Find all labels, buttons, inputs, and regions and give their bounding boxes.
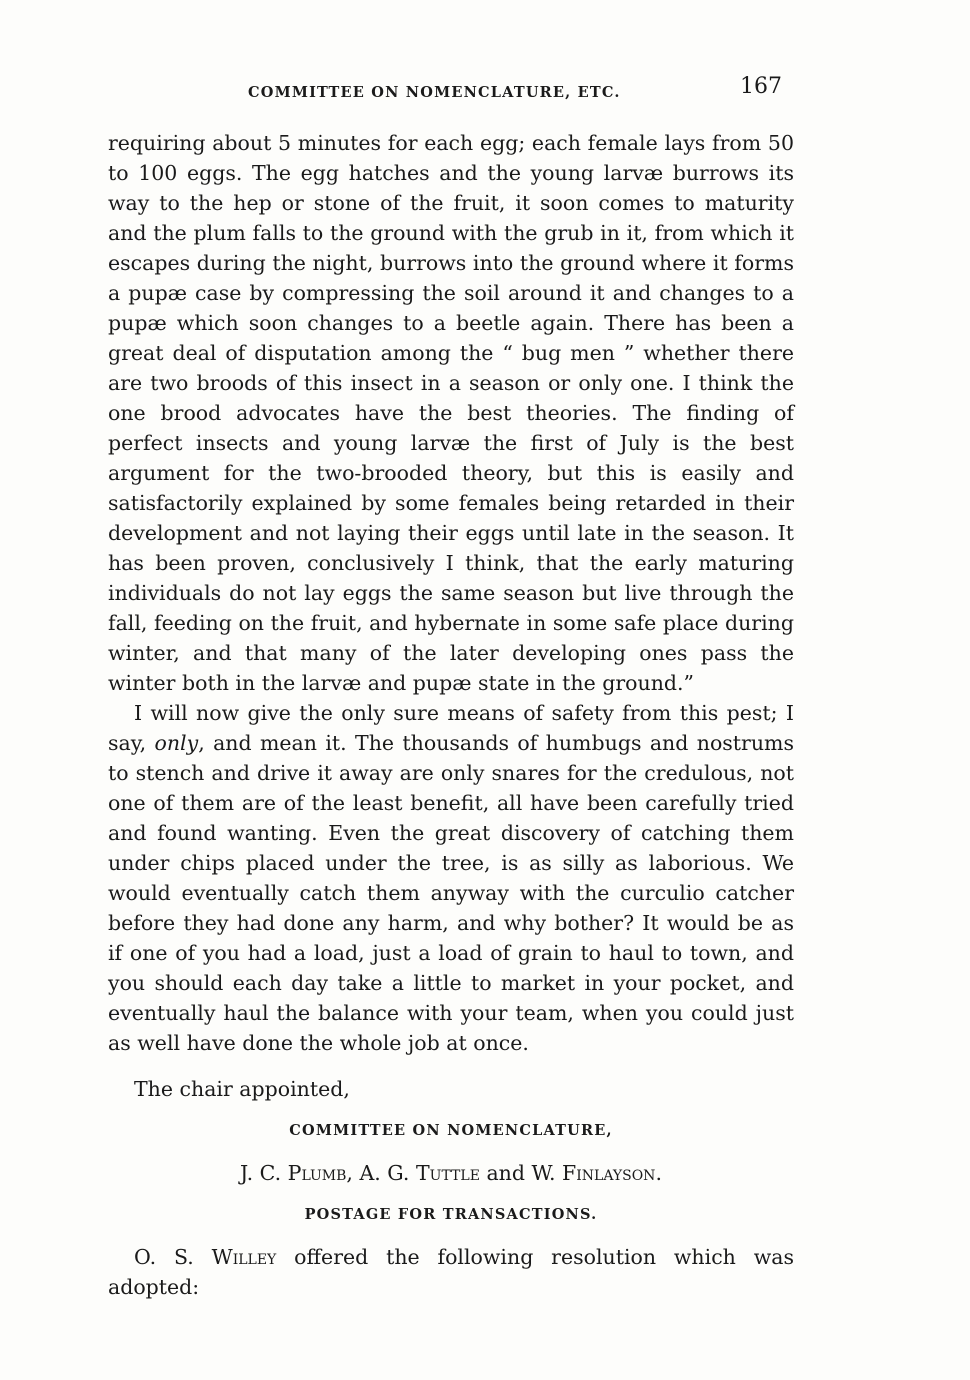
body-text: [108, 128, 794, 1302]
paragraph-only-sure-means: [108, 698, 794, 1058]
willey-initials: O. S.: [134, 1245, 212, 1269]
member-finlayson: Finlayson: [562, 1161, 656, 1185]
willey-name: Willey: [211, 1245, 277, 1269]
spacer: [108, 1146, 794, 1158]
spacer: [108, 1058, 794, 1074]
paragraph-text-end: , and mean it. The thousands of humbugs and nostrums to stench and drive it away are only snares for the credulous, not one of them are of the least benefit, all have been carefully tried and found wanting. Even the great discovery of catching them under chips placed under the tree, is as silly as laborious. We would eventually catch them anyway with the curculio catcher before they had done any harm, and why bother? It would be as if one of you had a load, just a load of grain to haul to town, and you should each day take a little to market in your pocket, and eventually haul the balance with your team, when you could just as well have done the whole job at once.: [108, 731, 795, 1055]
spacer: [108, 1188, 794, 1200]
member-period: .: [655, 1161, 662, 1185]
emphasis-only: only: [154, 731, 199, 755]
member-initials: J. C.: [240, 1161, 288, 1185]
postage-heading: POSTAGE FOR TRANSACTIONS.: [304, 1206, 598, 1223]
member-separator: , A. G.: [346, 1161, 416, 1185]
member-tuttle: Tuttle: [415, 1161, 480, 1185]
committee-heading: COMMITTEE ON NOMENCLATURE,: [289, 1122, 613, 1139]
willey-resolution-paragraph: [108, 1242, 794, 1302]
member-separator: and W.: [479, 1161, 563, 1185]
chair-appointed-line: The chair appointed,: [134, 1077, 350, 1101]
paragraph-text-start: I will now give the only sure means of safety from this pest; I say,: [108, 701, 794, 755]
spacer: [108, 1230, 794, 1242]
page-number: 167: [740, 74, 782, 99]
committee-members: [108, 1158, 794, 1188]
willey-text: offered the following resolution which was adopted:: [108, 1245, 795, 1299]
spacer: [108, 1104, 794, 1116]
paragraph-continued: requiring about 5 minutes for each egg; each female lays from 50 to 100 eggs. The egg hatches and the young larvæ burrows its way to the hep or stone of the fruit, it soon comes to maturity and the plum falls to the ground with the grub in it, from which it escapes during the night, burrows into the ground where it forms a pupæ case by compressing the soil around it and changes to a pupæ which soon changes to a beetle again. There has been a great deal of disputation among the “ bug men ” whether there are two broods of this insect in a season or only one. I think the one brood advocates have the best theories. The finding of perfect insects and young larvæ the first of July is the best argument for the two-brooded theory, but this is easily and satisfactorily explained by some females being retarded in their development and not laying their eggs until late in the season. It has been proven, conclusively I think, that the early maturing individuals do not lay eggs the same season but live through the fall, feeding on the fruit, and hybernate in some safe place during winter, and that many of the later developing ones pass the winter both in the larvæ and pupæ state in the ground.”: [108, 131, 794, 695]
running-head: COMMITTEE ON NOMENCLATURE, ETC.: [248, 84, 621, 101]
member-plumb: Plumb: [287, 1161, 347, 1185]
